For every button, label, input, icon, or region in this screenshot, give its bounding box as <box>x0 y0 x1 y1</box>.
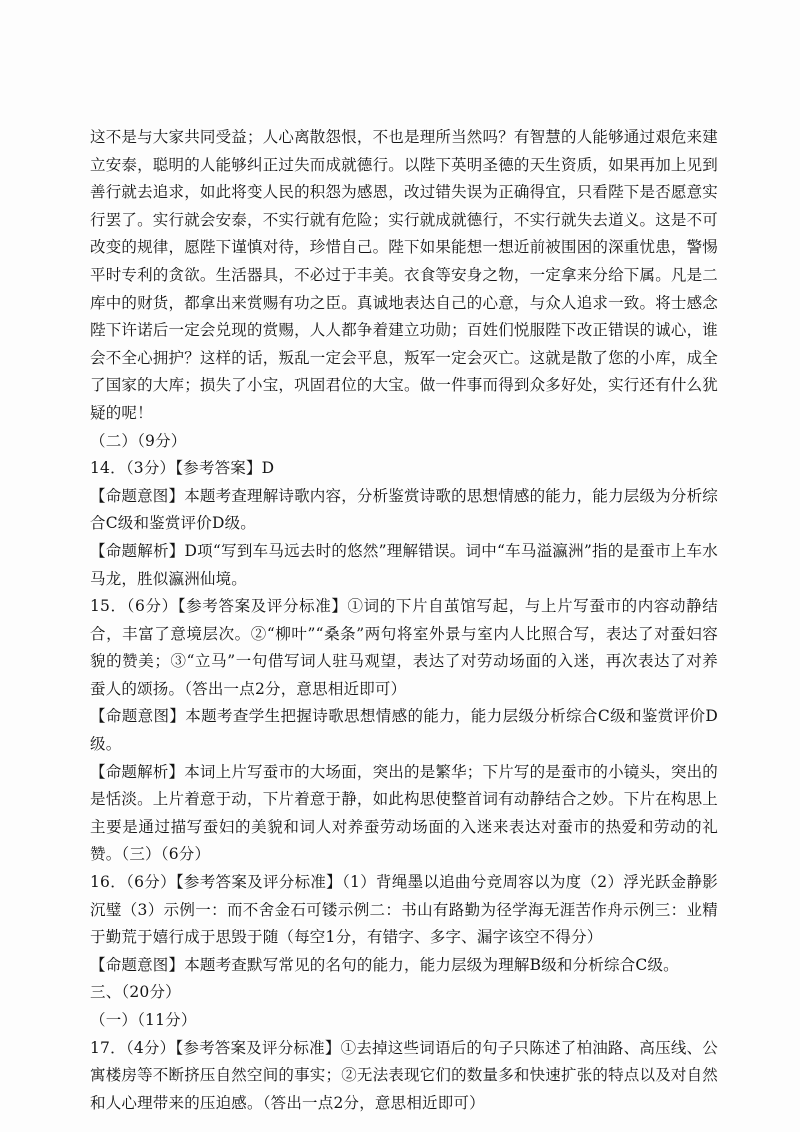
question-14-intent: 【命题意图】本题考查理解诗歌内容，分析鉴赏诗歌的思想情感的能力，能力层级为分析综合C级和鉴赏评价D级。 <box>90 486 719 533</box>
section-heading: 三、（20分） <box>90 983 181 1002</box>
document-body <box>90 124 718 1117</box>
translation-paragraph: 这不是与大家共同受益；人心离散怨恨，不也是理所当然吗？有智慧的人能够通过艰危来建立安泰，聪明的人能够纠正过失而成就德行。以陛下英明圣德的天生资质，如果再加上见到善行就去追求，如此将变人民的积怨为感恩，改过错失误为正确得宜，只看陛下是否愿意实行罢了。实行就会安泰，不实行就有危险；实行就成就德行，不实行就失去道义。这是不可改变的规律，愿陛下谨慎对待，珍惜自己。陛下如果能想一想近前被围困的深重忧患，警惕平时专利的贪欲。生活器具，不必过于丰美。衣食等安身之物，一定拿来分给下属。凡是二库中的财货，都拿出来赏赐有功之臣。真诚地表达自己的心意，与众人追求一致。将士感念陛下许诺后一定会兑现的赏赐，人人都争着建立功勋；百姓们悦服陛下改正错误的诚心，谁会不全心拥护？这样的话，叛乱一定会平息，叛军一定会灭亡。这就是散了您的小库，成全了国家的大库；损失了小宝，巩固君位的大宝。做一件事而得到众多好处，实行还有什么犹疑的呢！ <box>90 128 719 422</box>
question-16-answer: 16．（6分）【参考答案及评分标准】（1）背绳墨以追曲兮竞周容以为度（2）浮光跃金静影沉璧（3）示例一：而不舍金石可镂示例二：书山有路勤为径学海无涯苦作舟示例三：业精于勤荒于嬉行成于思毁于随（每空1分，有错字、多字、漏字该空不得分） <box>90 873 718 947</box>
question-15-analysis: 【命题解析】本词上片写蚕市的大场面，突出的是繁华；下片写的是蚕市的小镜头，突出的是恬淡。上片着意于动，下片着意于静，如此构思使整首词有动静结合之妙。下片在构思上主要是通过描写蚕妇的美貌和词人对养蚕劳动场面的入迷来表达对蚕市的热爱和劳动的礼赞。（三）（6分） <box>90 762 719 864</box>
section-heading: （二）（9分） <box>90 431 187 450</box>
question-16-intent: 【命题意图】本题考查默写常见的名句的能力，能力层级为理解B级和分析综合C级。 <box>90 955 679 974</box>
question-17-answer: 17．（4分）【参考答案及评分标准】①去掉这些词语后的句子只陈述了柏油路、高压线、公寓楼房等不断挤压自然空间的事实；②无法表现它们的数量多和快速扩张的特点以及对自然和人心理带来的压迫感。（答出一点2分，意思相近即可） <box>90 1038 719 1112</box>
question-14-answer: 14．（3分）【参考答案】D <box>90 459 275 478</box>
question-15-answer: 15．（6分）【参考答案及评分标准】①词的下片自茧馆写起，与上片写蚕市的内容动静结合，丰富了意境层次。②“柳叶”“桑条”两句将室外景与室内人比照合写，表达了对蚕妇容貌的赞美；③“立马”一句借写词人驻马观望，表达了对劳动场面的入迷，再次表达了对养蚕人的颂扬。（答出一点2分，意思相近即可） <box>90 597 718 698</box>
question-14-analysis: 【命题解析】D项“写到车马远去时的悠然”理解错误。词中“车马溢瀛洲”指的是蚕市上车水马龙，胜似瀛洲仙境。 <box>90 541 718 588</box>
subsection-heading: （一）（11分） <box>90 1011 197 1029</box>
question-15-intent: 【命题意图】本题考查学生把握诗歌思想情感的能力，能力层级分析综合C级和鉴赏评价D级。 <box>90 707 718 754</box>
